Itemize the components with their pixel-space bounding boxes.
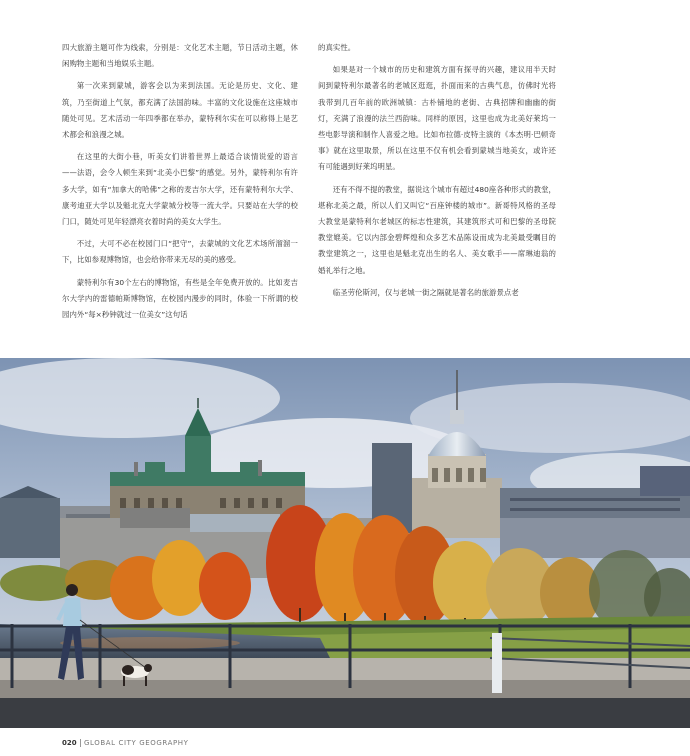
magazine-title: GLOBAL CITY GEOGRAPHY bbox=[84, 739, 189, 747]
montreal-waterfront-photo bbox=[0, 358, 690, 728]
page-footer bbox=[0, 728, 690, 756]
paragraph: 四大旅游主题可作为线索，分别是：文化艺术主题，节日活动主题，休闲购物主题和当地娱乐主题。 bbox=[62, 43, 298, 69]
paragraph: 第一次来到蒙城，游客会以为来到法国。无论是历史、文化、建筑，乃至街道上气氛，都充满了法国韵味。丰富的文化设施在这座城市随处可见。艺术活动一年四季都在举办，蒙特利尔实在可以称得上是艺术都会和浪漫之城。 bbox=[62, 81, 298, 140]
paragraph: 临圣劳伦斯河，仅与老城一街之隔就是著名的旅游景点老 bbox=[332, 287, 519, 297]
right-text-column bbox=[318, 40, 556, 301]
left-text-column bbox=[62, 40, 298, 323]
paragraph: 在这里的大街小巷，听美女们讲着世界上最适合谈情说爱的语言——法语，会令人顿生来到“北美小巴黎”的感觉。另外，蒙特利尔有许多大学，如有“加拿大的哈佛”之称的麦吉尔大学，还有蒙特利尔大学、康考迪亚大学以及魁北克大学蒙城分校等一流大学。只要站在大学的校门口，随处可见年轻漂亮衣着时尚的美女大学生。 bbox=[62, 152, 298, 227]
page-number: 020 bbox=[62, 739, 77, 747]
paragraph: 蒙特利尔有30个左右的博物馆，有些是全年免费开放的。比如麦吉尔大学内的雷德帕斯博物馆，在校园内漫步的同时，体验一下所谓的校园内外“每×秒钟就过一位美女”这句话 bbox=[62, 277, 298, 320]
article-text-area bbox=[0, 0, 690, 357]
paragraph: 的真实性。 bbox=[318, 43, 356, 52]
paragraph: 不过，大可不必在校园门口“把守”，去蒙城的文化艺术场所溜溜一下，比如参观博物馆，也会给你带来无尽的美的感受。 bbox=[62, 239, 298, 265]
footer-divider bbox=[80, 739, 81, 747]
paragraph: 如果是对一个城市的历史和建筑方面有探寻的兴趣，建议用半天时间到蒙特利尔最著名的老城区逛逛，扑面而来的古典气息，仿佛时光将我带到几百年前的欧洲城镇：古朴铺地的老街、古典招牌和幽幽的街灯，充满了浪漫的法兰西韵味。同样的原因，这里也成为北美好莱坞一些电影导演和制作人喜爱之地。比如布拉德·皮特主演的《本杰明·巴顿奇事》就在这里取景，所以在这里不仅有机会看到蒙城当地美女，或许还有可能遇到好莱坞明星。 bbox=[318, 65, 556, 172]
paragraph: 还有不得不提的教堂，据说这个城市有超过480座各种形式的教堂，堪称北美之最，所以人们又叫它“百座钟楼的城市”。新哥特风格的圣母大教堂是蒙特利尔老城区的标志性建筑，其建筑形式可和巴黎的圣母院教堂媲美。它以内部金碧辉煌和众多艺术品陈设而成为北美最受瞩目的教堂建筑之一，这里也是魁北克出生的名人、美女歌手——席琳迪翁的婚礼举行之地。 bbox=[318, 184, 556, 275]
